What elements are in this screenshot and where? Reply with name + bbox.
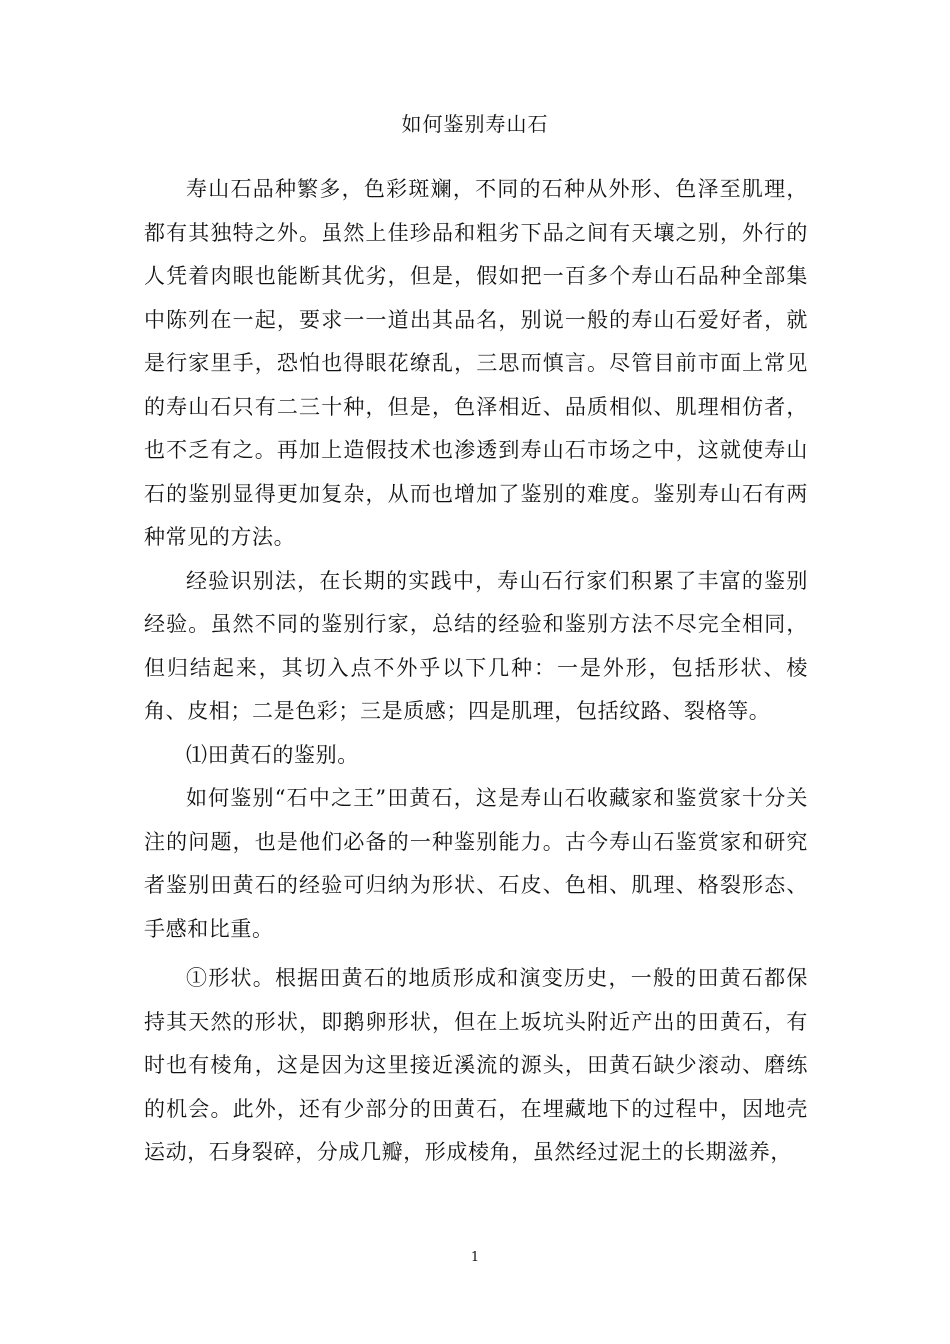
paragraph-experience-method: 经验识别法，在长期的实践中，寿山石行家们积累了丰富的鉴别经验。虽然不同的鉴别行家，总结的经验和鉴别方法不尽完全相同，但归结起来，其切入点不外乎以下几种：一是外形，包括形状、棱角、皮相；二是色彩；三是质感；四是肌理，包括纹路、裂格等。 — [144, 568, 808, 723]
paragraph-intro: 寿山石品种繁多，色彩斑斓，不同的石种从外形、色泽至肌理，都有其独特之外。虽然上佳珍品和粗劣下品之间有天壤之别，外行的人凭着肉眼也能断其优劣，但是，假如把一百多个寿山石品种全部集中陈列在一起，要求一一道出其品名，别说一般的寿山石爱好者，就是行家里手，恐怕也得眼花缭乱，三思而慎言。尽管目前市面上常见的寿山石只有二三十种，但是，色泽相近、品质相似、肌理相仿者，也不乏有之。再加上造假技术也渗透到寿山石市场之中，这就使寿山石的鉴别显得更加复杂，从而也增加了鉴别的难度。鉴别寿山石有两种常见的方法。 — [144, 177, 808, 549]
paragraph-section-heading: ⑴田黄石的鉴别。 — [186, 742, 359, 767]
document-body — [144, 168, 808, 1175]
document-title: 如何鉴别寿山石 — [401, 112, 549, 136]
paragraph-tianhuang-intro: 如何鉴别“石中之王”田黄石，这是寿山石收藏家和鉴赏家十分关注的问题，也是他们必备的一种鉴别能力。古今寿山石鉴赏家和研究者鉴别田黄石的经验可归纳为形状、石皮、色相、肌理、格裂形态、手感和比重。 — [144, 786, 808, 941]
paragraph-shape: ①形状。根据田黄石的地质形成和演变历史，一般的田黄石都保持其天然的形状，即鹅卵形状，但在上坂坑头附近产出的田黄石，有时也有棱角，这是因为这里接近溪流的源头，田黄石缺少滚动、磨练的机会。此外，还有少部分的田黄石，在埋藏地下的过程中，因地壳运动，石身裂碎，分成几瓣，形成棱角，虽然经过泥土的长期滋养， — [144, 966, 808, 1164]
page-number: 1 — [470, 1250, 480, 1265]
